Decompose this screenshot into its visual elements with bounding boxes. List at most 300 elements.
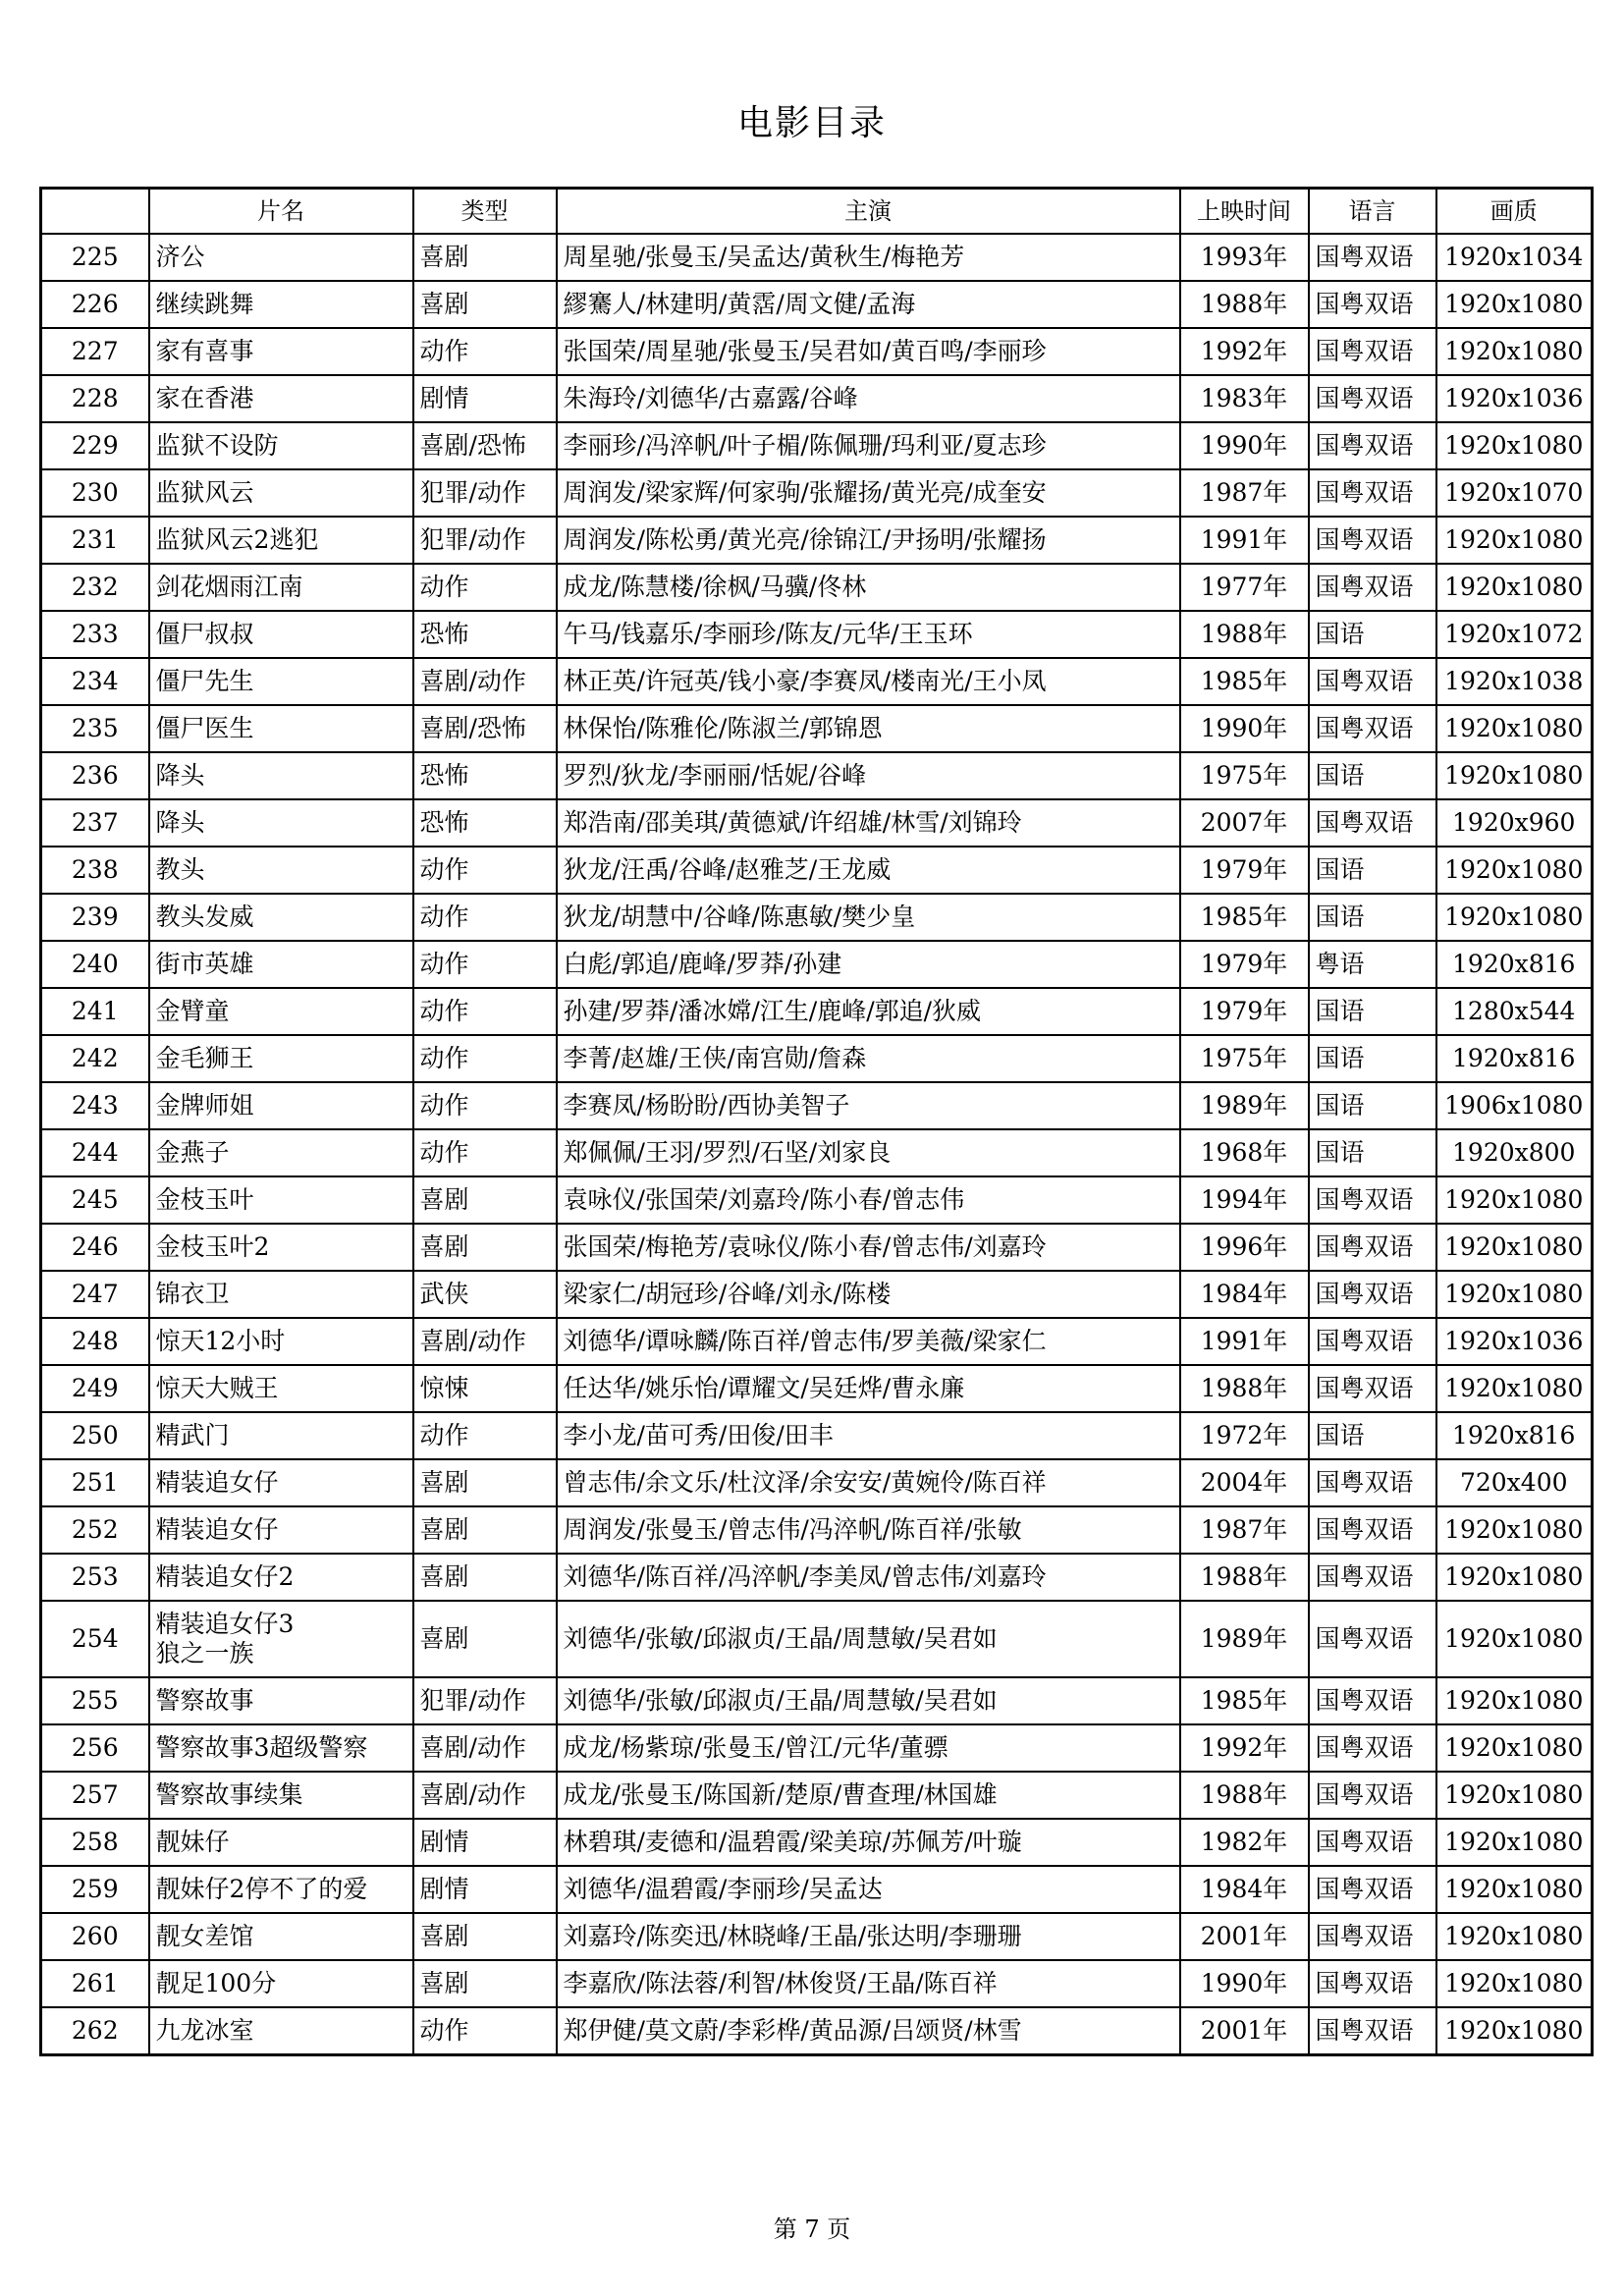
cell-number: 247 bbox=[41, 1271, 149, 1318]
cell-language: 国粤双语 bbox=[1309, 517, 1436, 564]
cell-release-year: 1979年 bbox=[1180, 847, 1309, 894]
cell-cast: 周星驰/张曼玉/吴孟达/黄秋生/梅艳芳 bbox=[557, 234, 1180, 281]
header-number bbox=[41, 189, 149, 235]
table-row bbox=[41, 281, 1593, 328]
header-title: 片名 bbox=[149, 189, 413, 235]
cell-quality: 1920x1070 bbox=[1436, 469, 1593, 517]
cell-cast: 成龙/陈慧楼/徐枫/马骥/佟林 bbox=[557, 564, 1180, 611]
cell-cast: 午马/钱嘉乐/李丽珍/陈友/元华/王玉环 bbox=[557, 611, 1180, 658]
cell-cast: 刘德华/张敏/邱淑贞/王晶/周慧敏/吴君如 bbox=[557, 1601, 1180, 1677]
title-line: 降头 bbox=[155, 808, 205, 837]
cell-language: 国粤双语 bbox=[1309, 1960, 1436, 2007]
cell-genre: 恐怖 bbox=[413, 752, 557, 799]
cell-release-year: 2001年 bbox=[1180, 1913, 1309, 1960]
cell-language: 国粤双语 bbox=[1309, 1772, 1436, 1819]
cell-release-year: 1983年 bbox=[1180, 375, 1309, 422]
title-line: 街市英雄 bbox=[155, 950, 254, 978]
cell-language: 国粤双语 bbox=[1309, 469, 1436, 517]
cell-language: 国语 bbox=[1309, 847, 1436, 894]
table-row bbox=[41, 1913, 1593, 1960]
cell-genre: 动作 bbox=[413, 1082, 557, 1129]
table-row bbox=[41, 705, 1593, 752]
cell-quality: 1920x1080 bbox=[1436, 1271, 1593, 1318]
table-row bbox=[41, 328, 1593, 375]
cell-release-year: 1985年 bbox=[1180, 658, 1309, 705]
cell-number: 231 bbox=[41, 517, 149, 564]
cell-number: 237 bbox=[41, 799, 149, 847]
cell-title bbox=[149, 281, 413, 328]
cell-genre: 喜剧/动作 bbox=[413, 658, 557, 705]
cell-release-year: 2004年 bbox=[1180, 1459, 1309, 1506]
cell-genre: 恐怖 bbox=[413, 799, 557, 847]
cell-title bbox=[149, 234, 413, 281]
title-line: 僵尸先生 bbox=[155, 667, 254, 695]
cell-language: 国粤双语 bbox=[1309, 1224, 1436, 1271]
cell-release-year: 2001年 bbox=[1180, 2007, 1309, 2055]
cell-number: 246 bbox=[41, 1224, 149, 1271]
cell-title bbox=[149, 1866, 413, 1913]
cell-language: 国粤双语 bbox=[1309, 1819, 1436, 1866]
cell-cast: 林碧琪/麦德和/温碧霞/梁美琼/苏佩芳/叶璇 bbox=[557, 1819, 1180, 1866]
cell-title bbox=[149, 799, 413, 847]
cell-cast: 白彪/郭追/鹿峰/罗莽/孙建 bbox=[557, 941, 1180, 988]
cell-cast: 李嘉欣/陈法蓉/利智/林俊贤/王晶/陈百祥 bbox=[557, 1960, 1180, 2007]
cell-cast: 刘德华/陈百祥/冯淬帆/李美凤/曾志伟/刘嘉玲 bbox=[557, 1554, 1180, 1601]
cell-quality: 1920x1080 bbox=[1436, 752, 1593, 799]
cell-release-year: 1988年 bbox=[1180, 611, 1309, 658]
title-line: 金毛狮王 bbox=[155, 1044, 254, 1072]
cell-language: 国粤双语 bbox=[1309, 1365, 1436, 1412]
cell-release-year: 1979年 bbox=[1180, 941, 1309, 988]
title-line: 继续跳舞 bbox=[155, 290, 254, 318]
cell-number: 243 bbox=[41, 1082, 149, 1129]
cell-number: 249 bbox=[41, 1365, 149, 1412]
table-row bbox=[41, 1082, 1593, 1129]
header-language: 语言 bbox=[1309, 189, 1436, 235]
cell-language: 国粤双语 bbox=[1309, 328, 1436, 375]
cell-quality: 1920x1080 bbox=[1436, 847, 1593, 894]
cell-title bbox=[149, 2007, 413, 2055]
page-title: 电影目录 bbox=[736, 103, 887, 143]
cell-title bbox=[149, 1176, 413, 1224]
cell-number: 229 bbox=[41, 422, 149, 469]
cell-title bbox=[149, 847, 413, 894]
cell-title bbox=[149, 752, 413, 799]
cell-language: 国粤双语 bbox=[1309, 2007, 1436, 2055]
cell-quality: 1920x1080 bbox=[1436, 1819, 1593, 1866]
cell-release-year: 2007年 bbox=[1180, 799, 1309, 847]
cell-quality: 1920x1080 bbox=[1436, 1224, 1593, 1271]
table-row bbox=[41, 2007, 1593, 2055]
title-line: 精装追女仔 bbox=[155, 1515, 279, 1544]
page-number: 第 7 页 bbox=[773, 2215, 851, 2243]
cell-genre: 喜剧 bbox=[413, 1176, 557, 1224]
cell-language: 国粤双语 bbox=[1309, 1271, 1436, 1318]
cell-language: 国粤双语 bbox=[1309, 1913, 1436, 1960]
cell-title bbox=[149, 1677, 413, 1724]
cell-genre: 动作 bbox=[413, 1035, 557, 1082]
cell-number: 235 bbox=[41, 705, 149, 752]
cell-number: 233 bbox=[41, 611, 149, 658]
title-line: 靓足100分 bbox=[155, 1969, 277, 1997]
cell-quality: 1920x1080 bbox=[1436, 1913, 1593, 1960]
cell-quality: 1920x1080 bbox=[1436, 705, 1593, 752]
cell-number: 250 bbox=[41, 1412, 149, 1459]
cell-quality: 1920x1080 bbox=[1436, 1866, 1593, 1913]
cell-quality: 1920x1080 bbox=[1436, 422, 1593, 469]
title-line: 家在香港 bbox=[155, 384, 254, 412]
cell-number: 230 bbox=[41, 469, 149, 517]
title-line: 监狱风云 bbox=[155, 478, 254, 507]
cell-language: 国语 bbox=[1309, 611, 1436, 658]
cell-language: 国语 bbox=[1309, 752, 1436, 799]
cell-number: 241 bbox=[41, 988, 149, 1035]
cell-title bbox=[149, 422, 413, 469]
cell-title bbox=[149, 705, 413, 752]
cell-genre: 动作 bbox=[413, 1412, 557, 1459]
cell-release-year: 1994年 bbox=[1180, 1176, 1309, 1224]
cell-number: 261 bbox=[41, 1960, 149, 2007]
cell-cast: 繆騫人/林建明/黄霑/周文健/孟海 bbox=[557, 281, 1180, 328]
cell-title bbox=[149, 1601, 413, 1677]
cell-genre: 喜剧 bbox=[413, 1960, 557, 2007]
cell-genre: 动作 bbox=[413, 564, 557, 611]
cell-quality: 1906x1080 bbox=[1436, 1082, 1593, 1129]
cell-release-year: 1985年 bbox=[1180, 894, 1309, 941]
table-row bbox=[41, 1459, 1593, 1506]
cell-release-year: 1987年 bbox=[1180, 469, 1309, 517]
cell-language: 国粤双语 bbox=[1309, 1724, 1436, 1772]
cell-language: 国粤双语 bbox=[1309, 1318, 1436, 1365]
cell-genre: 剧情 bbox=[413, 1819, 557, 1866]
cell-genre: 惊悚 bbox=[413, 1365, 557, 1412]
cell-genre: 喜剧 bbox=[413, 1224, 557, 1271]
cell-cast: 朱海玲/刘德华/古嘉露/谷峰 bbox=[557, 375, 1180, 422]
cell-number: 262 bbox=[41, 2007, 149, 2055]
cell-genre: 喜剧/恐怖 bbox=[413, 705, 557, 752]
cell-title bbox=[149, 1459, 413, 1506]
title-line: 精装追女仔 bbox=[155, 1468, 279, 1497]
cell-release-year: 1975年 bbox=[1180, 752, 1309, 799]
cell-quality: 1920x1080 bbox=[1436, 1724, 1593, 1772]
cell-quality: 1920x1080 bbox=[1436, 564, 1593, 611]
cell-language: 国粤双语 bbox=[1309, 705, 1436, 752]
cell-genre: 剧情 bbox=[413, 1866, 557, 1913]
table-row bbox=[41, 658, 1593, 705]
cell-cast: 周润发/梁家辉/何家驹/张耀扬/黄光亮/成奎安 bbox=[557, 469, 1180, 517]
cell-genre: 犯罪/动作 bbox=[413, 469, 557, 517]
cell-language: 国粤双语 bbox=[1309, 1506, 1436, 1554]
cell-language: 国语 bbox=[1309, 1035, 1436, 1082]
cell-number: 225 bbox=[41, 234, 149, 281]
cell-genre: 喜剧 bbox=[413, 234, 557, 281]
cell-genre: 剧情 bbox=[413, 375, 557, 422]
cell-language: 国粤双语 bbox=[1309, 1866, 1436, 1913]
cell-title bbox=[149, 1318, 413, 1365]
cell-title bbox=[149, 564, 413, 611]
table-row bbox=[41, 1554, 1593, 1601]
cell-quality: 1920x816 bbox=[1436, 1035, 1593, 1082]
cell-number: 254 bbox=[41, 1601, 149, 1677]
cell-quality: 720x400 bbox=[1436, 1459, 1593, 1506]
cell-language: 国语 bbox=[1309, 1129, 1436, 1176]
cell-quality: 1920x1080 bbox=[1436, 1960, 1593, 2007]
cell-language: 国粤双语 bbox=[1309, 422, 1436, 469]
title-line: 监狱不设防 bbox=[155, 431, 279, 460]
cell-title bbox=[149, 1365, 413, 1412]
cell-language: 国粤双语 bbox=[1309, 375, 1436, 422]
cell-number: 255 bbox=[41, 1677, 149, 1724]
cell-number: 232 bbox=[41, 564, 149, 611]
table-row bbox=[41, 1412, 1593, 1459]
cell-release-year: 1992年 bbox=[1180, 1724, 1309, 1772]
cell-language: 国语 bbox=[1309, 1082, 1436, 1129]
cell-genre: 动作 bbox=[413, 988, 557, 1035]
cell-number: 240 bbox=[41, 941, 149, 988]
table-row bbox=[41, 799, 1593, 847]
title-line: 警察故事续集 bbox=[155, 1780, 303, 1809]
cell-genre: 动作 bbox=[413, 328, 557, 375]
cell-cast: 李小龙/苗可秀/田俊/田丰 bbox=[557, 1412, 1180, 1459]
cell-release-year: 1988年 bbox=[1180, 1772, 1309, 1819]
cell-genre: 犯罪/动作 bbox=[413, 1677, 557, 1724]
cell-cast: 狄龙/胡慧中/谷峰/陈惠敏/樊少皇 bbox=[557, 894, 1180, 941]
cell-quality: 1280x544 bbox=[1436, 988, 1593, 1035]
cell-genre: 武侠 bbox=[413, 1271, 557, 1318]
table-row bbox=[41, 1960, 1593, 2007]
title-line: 金臂童 bbox=[155, 997, 230, 1025]
table-row bbox=[41, 1724, 1593, 1772]
cell-genre: 喜剧 bbox=[413, 1554, 557, 1601]
cell-cast: 袁咏仪/张国荣/刘嘉玲/陈小春/曾志伟 bbox=[557, 1176, 1180, 1224]
cell-title bbox=[149, 658, 413, 705]
title-line: 金枝玉叶 bbox=[155, 1185, 254, 1214]
cell-release-year: 1984年 bbox=[1180, 1866, 1309, 1913]
title-line: 剑花烟雨江南 bbox=[155, 573, 303, 601]
cell-quality: 1920x1080 bbox=[1436, 1176, 1593, 1224]
cell-number: 253 bbox=[41, 1554, 149, 1601]
cell-cast: 周润发/陈松勇/黄光亮/徐锦江/尹扬明/张耀扬 bbox=[557, 517, 1180, 564]
table-row bbox=[41, 375, 1593, 422]
title-line: 教头发威 bbox=[155, 902, 254, 931]
cell-language: 国粤双语 bbox=[1309, 658, 1436, 705]
title-line: 僵尸医生 bbox=[155, 714, 254, 742]
cell-cast: 罗烈/狄龙/李丽丽/恬妮/谷峰 bbox=[557, 752, 1180, 799]
cell-title bbox=[149, 1913, 413, 1960]
table-row bbox=[41, 988, 1593, 1035]
cell-release-year: 1972年 bbox=[1180, 1412, 1309, 1459]
cell-quality: 1920x960 bbox=[1436, 799, 1593, 847]
cell-language: 国粤双语 bbox=[1309, 281, 1436, 328]
cell-release-year: 1989年 bbox=[1180, 1601, 1309, 1677]
table-row bbox=[41, 234, 1593, 281]
cell-number: 227 bbox=[41, 328, 149, 375]
cell-title bbox=[149, 1724, 413, 1772]
title-line: 僵尸叔叔 bbox=[155, 620, 254, 648]
cell-title bbox=[149, 611, 413, 658]
cell-cast: 林保怡/陈雅伦/陈淑兰/郭锦恩 bbox=[557, 705, 1180, 752]
title-line: 九龙冰室 bbox=[155, 2016, 254, 2045]
cell-quality: 1920x1036 bbox=[1436, 1318, 1593, 1365]
cell-cast: 郑浩南/邵美琪/黄德斌/许绍雄/林雪/刘锦玲 bbox=[557, 799, 1180, 847]
cell-language: 国粤双语 bbox=[1309, 799, 1436, 847]
cell-genre: 动作 bbox=[413, 847, 557, 894]
cell-genre: 喜剧 bbox=[413, 1601, 557, 1677]
table-row bbox=[41, 1035, 1593, 1082]
table-row bbox=[41, 1819, 1593, 1866]
title-line: 锦衣卫 bbox=[155, 1280, 230, 1308]
cell-language: 国语 bbox=[1309, 1412, 1436, 1459]
table-row bbox=[41, 1176, 1593, 1224]
cell-cast: 郑佩佩/王羽/罗烈/石坚/刘家良 bbox=[557, 1129, 1180, 1176]
cell-cast: 成龙/杨紫琼/张曼玉/曾江/元华/董骠 bbox=[557, 1724, 1180, 1772]
cell-quality: 1920x1080 bbox=[1436, 1601, 1593, 1677]
cell-release-year: 1984年 bbox=[1180, 1271, 1309, 1318]
table-row bbox=[41, 517, 1593, 564]
cell-release-year: 1991年 bbox=[1180, 1318, 1309, 1365]
title-line: 精装追女仔2 bbox=[155, 1562, 295, 1591]
cell-number: 252 bbox=[41, 1506, 149, 1554]
cell-genre: 动作 bbox=[413, 1129, 557, 1176]
cell-cast: 李赛凤/杨盼盼/西协美智子 bbox=[557, 1082, 1180, 1129]
cell-quality: 1920x1080 bbox=[1436, 1506, 1593, 1554]
title-line: 金燕子 bbox=[155, 1138, 230, 1167]
cell-cast: 郑伊健/莫文蔚/李彩桦/黄品源/吕颂贤/林雪 bbox=[557, 2007, 1180, 2055]
table-row bbox=[41, 752, 1593, 799]
cell-genre: 喜剧 bbox=[413, 1506, 557, 1554]
title-line: 降头 bbox=[155, 761, 205, 790]
cell-release-year: 1990年 bbox=[1180, 1960, 1309, 2007]
cell-cast: 李丽珍/冯淬帆/叶子楣/陈佩珊/玛利亚/夏志珍 bbox=[557, 422, 1180, 469]
cell-title bbox=[149, 1772, 413, 1819]
cell-quality: 1920x1036 bbox=[1436, 375, 1593, 422]
title-line: 靓女差馆 bbox=[155, 1922, 254, 1950]
cell-cast: 梁家仁/胡冠珍/谷峰/刘永/陈楼 bbox=[557, 1271, 1180, 1318]
cell-number: 242 bbox=[41, 1035, 149, 1082]
title-line: 金枝玉叶2 bbox=[155, 1232, 270, 1261]
cell-title bbox=[149, 1554, 413, 1601]
cell-release-year: 1979年 bbox=[1180, 988, 1309, 1035]
cell-language: 国粤双语 bbox=[1309, 1176, 1436, 1224]
cell-genre: 喜剧/动作 bbox=[413, 1318, 557, 1365]
title-line: 警察故事3超级警察 bbox=[155, 1733, 368, 1762]
cell-genre: 喜剧/恐怖 bbox=[413, 422, 557, 469]
table-row bbox=[41, 1365, 1593, 1412]
cell-number: 260 bbox=[41, 1913, 149, 1960]
cell-genre: 喜剧/动作 bbox=[413, 1724, 557, 1772]
header-release-year: 上映时间 bbox=[1180, 189, 1309, 235]
table-row bbox=[41, 1677, 1593, 1724]
title-line: 惊天大贼王 bbox=[155, 1374, 279, 1402]
cell-cast: 狄龙/汪禹/谷峰/赵雅芝/王龙威 bbox=[557, 847, 1180, 894]
cell-number: 257 bbox=[41, 1772, 149, 1819]
cell-title bbox=[149, 1960, 413, 2007]
cell-cast: 任达华/姚乐怡/谭耀文/吴廷烨/曹永廉 bbox=[557, 1365, 1180, 1412]
cell-quality: 1920x800 bbox=[1436, 1129, 1593, 1176]
cell-cast: 曾志伟/余文乐/杜汶泽/余安安/黄婉伶/陈百祥 bbox=[557, 1459, 1180, 1506]
cell-title bbox=[149, 894, 413, 941]
cell-quality: 1920x816 bbox=[1436, 1412, 1593, 1459]
title-line: 精装追女仔3 bbox=[155, 1610, 295, 1638]
title-line: 教头 bbox=[155, 855, 205, 884]
cell-title bbox=[149, 1035, 413, 1082]
cell-language: 粤语 bbox=[1309, 941, 1436, 988]
cell-release-year: 1988年 bbox=[1180, 1365, 1309, 1412]
title-line: 靓妹仔2停不了的爱 bbox=[155, 1875, 368, 1903]
cell-genre: 犯罪/动作 bbox=[413, 517, 557, 564]
cell-title bbox=[149, 1129, 413, 1176]
cell-title bbox=[149, 1412, 413, 1459]
cell-quality: 1920x1080 bbox=[1436, 1677, 1593, 1724]
table-row bbox=[41, 941, 1593, 988]
cell-genre: 动作 bbox=[413, 941, 557, 988]
table-row bbox=[41, 564, 1593, 611]
cell-number: 248 bbox=[41, 1318, 149, 1365]
cell-title bbox=[149, 1819, 413, 1866]
cell-cast: 林正英/许冠英/钱小豪/李赛凤/楼南光/王小凤 bbox=[557, 658, 1180, 705]
table-row bbox=[41, 422, 1593, 469]
table-row bbox=[41, 847, 1593, 894]
cell-release-year: 1988年 bbox=[1180, 281, 1309, 328]
cell-genre: 喜剧 bbox=[413, 281, 557, 328]
table-row bbox=[41, 611, 1593, 658]
cell-genre: 喜剧/动作 bbox=[413, 1772, 557, 1819]
cell-release-year: 1991年 bbox=[1180, 517, 1309, 564]
cell-title bbox=[149, 375, 413, 422]
title-line: 警察故事 bbox=[155, 1686, 254, 1715]
cell-number: 238 bbox=[41, 847, 149, 894]
cell-quality: 1920x1080 bbox=[1436, 281, 1593, 328]
cell-number: 259 bbox=[41, 1866, 149, 1913]
cell-title bbox=[149, 1506, 413, 1554]
cell-release-year: 1988年 bbox=[1180, 1554, 1309, 1601]
cell-title bbox=[149, 517, 413, 564]
cell-title bbox=[149, 1082, 413, 1129]
cell-quality: 1920x816 bbox=[1436, 941, 1593, 988]
cell-title bbox=[149, 1271, 413, 1318]
cell-quality: 1920x1080 bbox=[1436, 1554, 1593, 1601]
cell-release-year: 1975年 bbox=[1180, 1035, 1309, 1082]
cell-release-year: 1990年 bbox=[1180, 422, 1309, 469]
cell-cast: 张国荣/梅艳芳/袁咏仪/陈小春/曾志伟/刘嘉玲 bbox=[557, 1224, 1180, 1271]
table-row bbox=[41, 469, 1593, 517]
cell-language: 国语 bbox=[1309, 894, 1436, 941]
table-row bbox=[41, 1866, 1593, 1913]
cell-quality: 1920x1038 bbox=[1436, 658, 1593, 705]
cell-release-year: 1985年 bbox=[1180, 1677, 1309, 1724]
cell-cast: 刘嘉玲/陈奕迅/林晓峰/王晶/张达明/李珊珊 bbox=[557, 1913, 1180, 1960]
cell-language: 国语 bbox=[1309, 988, 1436, 1035]
cell-quality: 1920x1080 bbox=[1436, 1365, 1593, 1412]
table-row bbox=[41, 1129, 1593, 1176]
cell-number: 228 bbox=[41, 375, 149, 422]
cell-title bbox=[149, 941, 413, 988]
cell-quality: 1920x1080 bbox=[1436, 328, 1593, 375]
table-header-row bbox=[41, 189, 1593, 235]
cell-title bbox=[149, 1224, 413, 1271]
cell-release-year: 1987年 bbox=[1180, 1506, 1309, 1554]
table-row bbox=[41, 1271, 1593, 1318]
title-line: 惊天12小时 bbox=[155, 1327, 286, 1355]
table-row bbox=[41, 894, 1593, 941]
title-line: 济公 bbox=[155, 243, 205, 271]
cell-release-year: 1982年 bbox=[1180, 1819, 1309, 1866]
cell-cast: 张国荣/周星驰/张曼玉/吴君如/黄百鸣/李丽珍 bbox=[557, 328, 1180, 375]
movie-catalog-table bbox=[39, 187, 1594, 2056]
table-row bbox=[41, 1772, 1593, 1819]
cell-language: 国粤双语 bbox=[1309, 1554, 1436, 1601]
header-genre: 类型 bbox=[413, 189, 557, 235]
